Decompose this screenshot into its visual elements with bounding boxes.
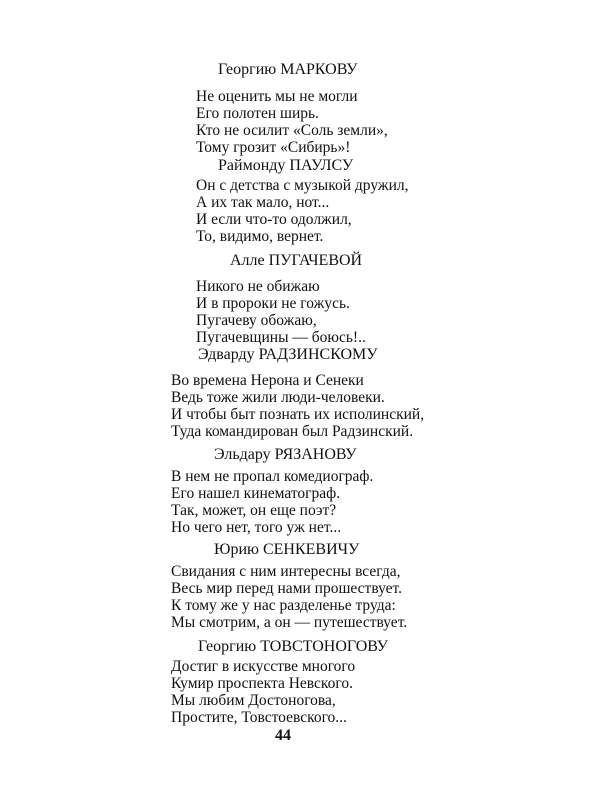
page-number: 44 xyxy=(275,727,291,744)
poem-lines xyxy=(171,468,373,536)
poem-title: Раймонду ПАУЛСУ xyxy=(218,157,354,174)
poem-line: Никого не обижаю xyxy=(196,278,320,295)
poem-title: Эдварду РАДЗИНСКОМУ xyxy=(198,346,378,363)
poem-line: Свидания с ним интересны всегда, xyxy=(171,563,401,580)
poem-title: Георгию МАРКОВУ xyxy=(218,61,358,78)
poem-lines xyxy=(196,278,366,346)
poem-line: Пугачевщины — боюсь!.. xyxy=(196,329,366,346)
poem-lines xyxy=(171,563,407,631)
poem-title: Георгию ТОВСТОНОГОВУ xyxy=(198,638,389,655)
poem-line: А их так мало, нот... xyxy=(196,194,330,211)
poem-title: Алле ПУГАЧЕВОЙ xyxy=(230,252,363,269)
poem-line: Весь мир перед нами прошествует. xyxy=(171,580,403,597)
poem-line: Мы любим Достоногова, xyxy=(171,692,336,709)
poem-line: И в пророки не гожусь. xyxy=(196,295,350,312)
poem-line: Достиг в искусстве многого xyxy=(171,658,356,675)
poem-line: Так, может, он еще поэт? xyxy=(171,502,337,519)
poem-title: Юрию СЕНКЕВИЧУ xyxy=(214,541,360,558)
poem-line: И чтобы быт познать их исполинский, xyxy=(171,406,425,423)
poem-line: Он с детства с музыкой дружил, xyxy=(196,177,409,194)
poem-line: Простите, Товстоевского... xyxy=(171,709,347,726)
poem-line: То, видимо, вернет. xyxy=(196,228,324,245)
poem-lines xyxy=(171,658,355,726)
poem-line: Его полотен ширь. xyxy=(196,105,319,122)
poem-line: Ведь тоже жили люди-человеки. xyxy=(171,389,385,406)
poem-line: Его нашел кинематограф. xyxy=(171,485,341,502)
poem-line: Тому грозит «Сибирь»! xyxy=(196,139,351,156)
poem-line: И если что-то одолжил, xyxy=(196,211,352,228)
poem-lines xyxy=(196,88,388,156)
poem-line: Туда командирован был Радзинский. xyxy=(171,423,414,440)
poem-line: Кто не осилит «Соль земли», xyxy=(196,122,388,139)
poem-lines xyxy=(196,177,408,245)
poem-line: Но чего нет, того уж нет... xyxy=(171,519,342,536)
poem-line: В нем не пропал комедиограф. xyxy=(171,468,374,485)
poem-title: Эльдару РЯЗАНОВУ xyxy=(214,446,357,463)
poem-line: Не оценить мы не могли xyxy=(196,88,358,105)
poem-lines xyxy=(171,372,424,440)
poem-line: К тому же у нас разделенье труда: xyxy=(171,597,396,614)
poem-line: Во времена Нерона и Сенеки xyxy=(171,372,364,389)
poem-line: Кумир проспекта Невского. xyxy=(171,675,353,692)
poem-line: Пугачеву обожаю, xyxy=(196,312,317,329)
poem-line: Мы смотрим, а он — путешествует. xyxy=(171,614,408,631)
